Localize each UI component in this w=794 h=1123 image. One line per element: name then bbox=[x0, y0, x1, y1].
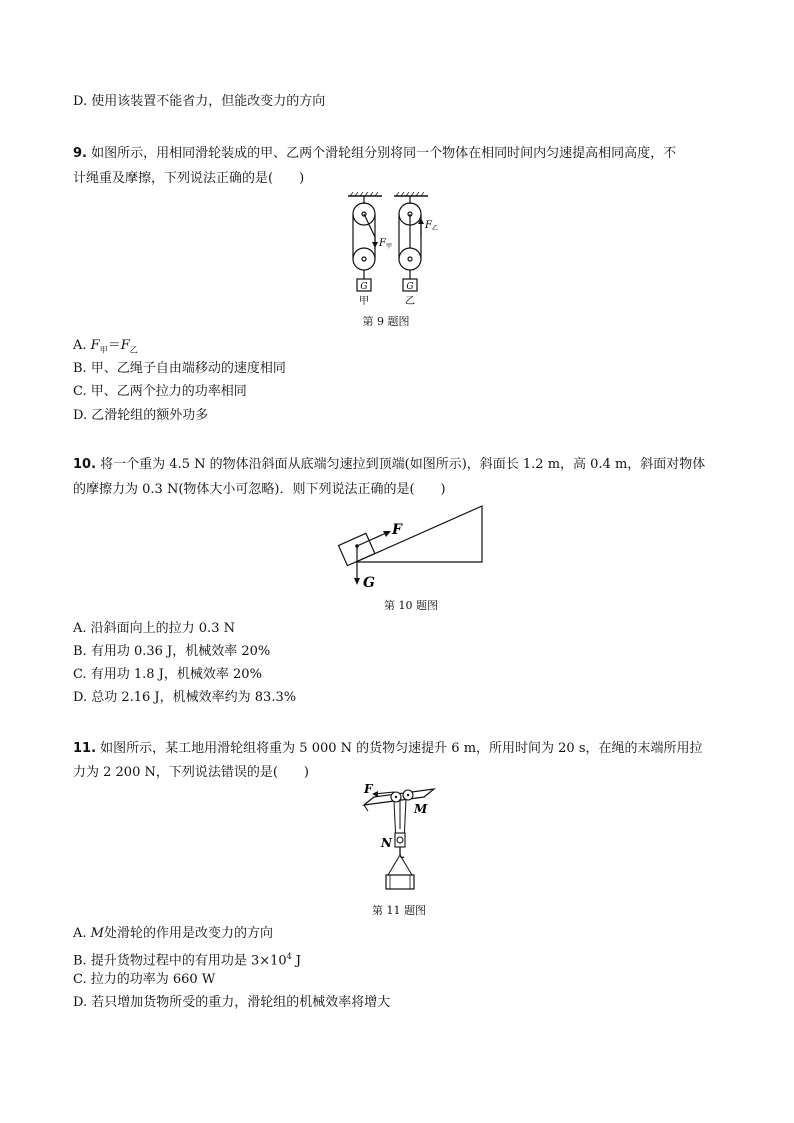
q11-stem-line2: 力为 2 200 N，下列说法错误的是( ) bbox=[73, 765, 309, 780]
q11-option-d: D. 若只增加货物所受的重力，滑轮组的机械效率将增大 bbox=[73, 995, 391, 1010]
q8-option-d: D. 使用该装置不能省力，但能改变力的方向 bbox=[73, 94, 326, 109]
q10-number: 10. bbox=[73, 457, 97, 472]
q9-g-right-label: G bbox=[406, 282, 414, 292]
q9-option-d: D. 乙滑轮组的额外功多 bbox=[73, 408, 209, 423]
q11-option-a: A. M处滑轮的作用是改变力的方向 bbox=[73, 926, 273, 941]
q11-option-c: C. 拉力的功率为 660 W bbox=[73, 972, 216, 987]
q9-stem-line2: 计绳重及摩擦，下列说法正确的是( ) bbox=[73, 171, 305, 186]
q9-g-left-label: G bbox=[360, 282, 368, 292]
q10-incline-figure bbox=[336, 500, 492, 592]
q11-caption: 第 11 题图 bbox=[372, 904, 426, 917]
q10-option-b: B. 有用功 0.36 J，机械效率 20% bbox=[73, 644, 271, 659]
q11-number: 11. bbox=[73, 741, 97, 756]
q10-option-c: C. 有用功 1.8 J，机械效率 20% bbox=[73, 667, 262, 682]
q9-stem-text1: 如图所示，用相同滑轮装成的甲、乙两个滑轮组分别将同一个物体在相同时间内匀速提高相同高度，不 bbox=[91, 146, 677, 161]
q9-f-right-label: $F_乙$ bbox=[425, 220, 438, 232]
q9-caption: 第 9 题图 bbox=[362, 315, 410, 328]
q11-crane-figure bbox=[360, 783, 440, 895]
q9-option-b: B. 甲、乙绳子自由端移动的速度相同 bbox=[73, 361, 286, 376]
q9-pulley-figure bbox=[340, 192, 440, 310]
q11-stem-line1 bbox=[73, 740, 703, 758]
q10-option-d: D. 总功 2.16 J，机械效率约为 83.3% bbox=[73, 690, 297, 705]
q10-g-label: G bbox=[363, 575, 375, 591]
q10-f-label: F bbox=[392, 522, 402, 538]
q11-n-label: N bbox=[381, 836, 392, 850]
q9-f-left-label: $F_甲$ bbox=[379, 238, 392, 250]
q11-option-b: B. 提升货物过程中的有用功是 $3\times 10^4$ J bbox=[73, 952, 302, 969]
q11-f-label: F bbox=[364, 783, 373, 796]
q9-number: 9. bbox=[73, 146, 87, 161]
q9-option-a: A. $F_甲=F_乙$ bbox=[73, 338, 138, 355]
q9-stem-line1 bbox=[73, 145, 676, 163]
q10-caption: 第 10 题图 bbox=[384, 599, 438, 612]
q10-option-a: A. 沿斜面向上的拉力 0.3 N bbox=[73, 621, 235, 636]
q11-stem-text1: 如图所示，某工地用滑轮组将重为 5 000 N 的货物匀速提升 6 m，所用时间为 20 s，在绳的末端所用拉 bbox=[100, 741, 703, 756]
q10-stem-text1: 将一个重为 4.5 N 的物体沿斜面从底端匀速拉到顶端(如图所示)，斜面长 1.2 m，高 0.4 m，斜面对物体 bbox=[100, 457, 706, 472]
q9-label-jia: 甲 bbox=[359, 296, 369, 307]
q9-label-yi: 乙 bbox=[405, 296, 415, 307]
q11-m-label: M bbox=[414, 802, 428, 816]
q9-option-c: C. 甲、乙两个拉力的功率相同 bbox=[73, 384, 247, 399]
q10-stem-line2: 的摩擦力为 0.3 N(物体大小可忽略)．则下列说法正确的是( ) bbox=[73, 482, 446, 497]
q10-stem-line1 bbox=[73, 456, 705, 474]
